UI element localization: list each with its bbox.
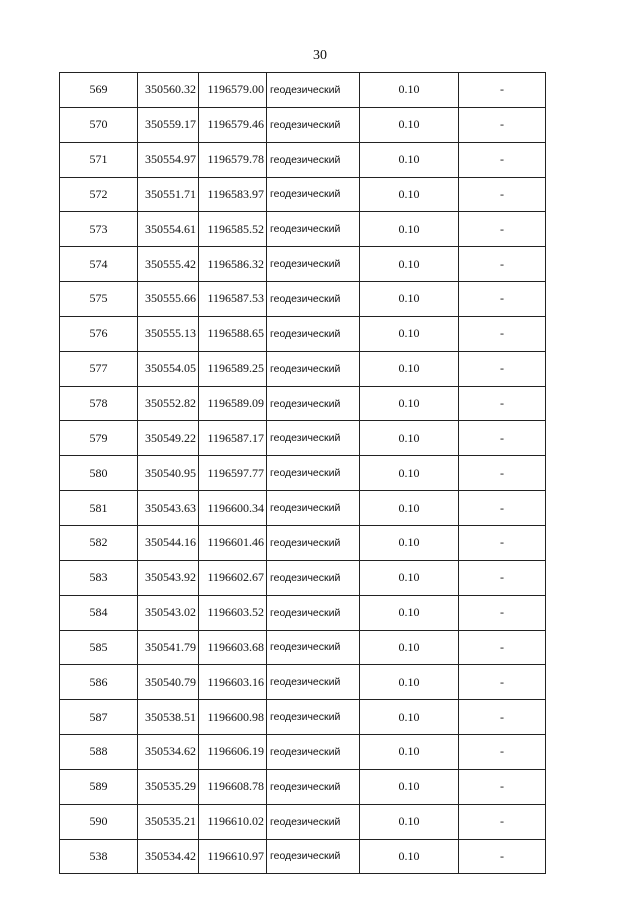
method-cell: геодезический: [267, 700, 360, 735]
table-row: [60, 839, 546, 874]
point-number-cell: 575: [60, 282, 138, 317]
y-coordinate-cell: 1196603.68: [199, 630, 267, 665]
coordinates-table-body: [60, 73, 546, 874]
x-coordinate-cell: 350544.16: [138, 525, 199, 560]
x-coordinate-cell: 350540.95: [138, 456, 199, 491]
x-coordinate-cell: 350541.79: [138, 630, 199, 665]
x-coordinate-cell: 350554.05: [138, 351, 199, 386]
x-coordinate-cell: 350554.97: [138, 142, 199, 177]
note-cell: -: [459, 177, 546, 212]
coordinates-table: [59, 72, 546, 874]
accuracy-cell: 0.10: [360, 839, 459, 874]
y-coordinate-cell: 1196587.17: [199, 421, 267, 456]
note-cell: -: [459, 142, 546, 177]
point-number-cell: 570: [60, 107, 138, 142]
table-row: [60, 665, 546, 700]
table-row: [60, 177, 546, 212]
method-cell: геодезический: [267, 73, 360, 108]
note-cell: -: [459, 456, 546, 491]
method-cell: геодезический: [267, 630, 360, 665]
note-cell: -: [459, 804, 546, 839]
y-coordinate-cell: 1196610.02: [199, 804, 267, 839]
accuracy-cell: 0.10: [360, 735, 459, 770]
method-cell: геодезический: [267, 839, 360, 874]
method-cell: геодезический: [267, 456, 360, 491]
note-cell: -: [459, 491, 546, 526]
table-row: [60, 804, 546, 839]
note-cell: -: [459, 316, 546, 351]
x-coordinate-cell: 350552.82: [138, 386, 199, 421]
method-cell: геодезический: [267, 282, 360, 317]
y-coordinate-cell: 1196583.97: [199, 177, 267, 212]
method-cell: геодезический: [267, 560, 360, 595]
point-number-cell: 571: [60, 142, 138, 177]
point-number-cell: 573: [60, 212, 138, 247]
method-cell: геодезический: [267, 665, 360, 700]
method-cell: геодезический: [267, 316, 360, 351]
table-row: [60, 316, 546, 351]
table-row: [60, 282, 546, 317]
accuracy-cell: 0.10: [360, 456, 459, 491]
method-cell: геодезический: [267, 212, 360, 247]
y-coordinate-cell: 1196589.09: [199, 386, 267, 421]
note-cell: -: [459, 560, 546, 595]
y-coordinate-cell: 1196585.52: [199, 212, 267, 247]
note-cell: -: [459, 107, 546, 142]
note-cell: -: [459, 247, 546, 282]
point-number-cell: 580: [60, 456, 138, 491]
table-row: [60, 107, 546, 142]
y-coordinate-cell: 1196603.16: [199, 665, 267, 700]
table-row: [60, 212, 546, 247]
x-coordinate-cell: 350534.42: [138, 839, 199, 874]
x-coordinate-cell: 350543.63: [138, 491, 199, 526]
method-cell: геодезический: [267, 177, 360, 212]
x-coordinate-cell: 350543.92: [138, 560, 199, 595]
table-row: [60, 456, 546, 491]
accuracy-cell: 0.10: [360, 700, 459, 735]
table-row: [60, 630, 546, 665]
x-coordinate-cell: 350555.13: [138, 316, 199, 351]
accuracy-cell: 0.10: [360, 386, 459, 421]
point-number-cell: 589: [60, 769, 138, 804]
table-row: [60, 735, 546, 770]
table-row: [60, 491, 546, 526]
accuracy-cell: 0.10: [360, 769, 459, 804]
accuracy-cell: 0.10: [360, 282, 459, 317]
point-number-cell: 574: [60, 247, 138, 282]
accuracy-cell: 0.10: [360, 665, 459, 700]
accuracy-cell: 0.10: [360, 316, 459, 351]
x-coordinate-cell: 350559.17: [138, 107, 199, 142]
x-coordinate-cell: 350543.02: [138, 595, 199, 630]
method-cell: геодезический: [267, 247, 360, 282]
accuracy-cell: 0.10: [360, 247, 459, 282]
method-cell: геодезический: [267, 351, 360, 386]
point-number-cell: 588: [60, 735, 138, 770]
method-cell: геодезический: [267, 142, 360, 177]
table-row: [60, 595, 546, 630]
x-coordinate-cell: 350560.32: [138, 73, 199, 108]
note-cell: -: [459, 839, 546, 874]
note-cell: -: [459, 282, 546, 317]
point-number-cell: 590: [60, 804, 138, 839]
table-row: [60, 386, 546, 421]
y-coordinate-cell: 1196608.78: [199, 769, 267, 804]
point-number-cell: 578: [60, 386, 138, 421]
point-number-cell: 569: [60, 73, 138, 108]
x-coordinate-cell: 350538.51: [138, 700, 199, 735]
accuracy-cell: 0.10: [360, 212, 459, 247]
table-row: [60, 247, 546, 282]
point-number-cell: 577: [60, 351, 138, 386]
method-cell: геодезический: [267, 735, 360, 770]
note-cell: -: [459, 421, 546, 456]
x-coordinate-cell: 350555.42: [138, 247, 199, 282]
point-number-cell: 581: [60, 491, 138, 526]
accuracy-cell: 0.10: [360, 630, 459, 665]
note-cell: -: [459, 525, 546, 560]
table-row: [60, 351, 546, 386]
y-coordinate-cell: 1196586.32: [199, 247, 267, 282]
accuracy-cell: 0.10: [360, 351, 459, 386]
point-number-cell: 579: [60, 421, 138, 456]
point-number-cell: 583: [60, 560, 138, 595]
note-cell: -: [459, 700, 546, 735]
accuracy-cell: 0.10: [360, 73, 459, 108]
accuracy-cell: 0.10: [360, 142, 459, 177]
y-coordinate-cell: 1196603.52: [199, 595, 267, 630]
method-cell: геодезический: [267, 491, 360, 526]
x-coordinate-cell: 350534.62: [138, 735, 199, 770]
y-coordinate-cell: 1196579.46: [199, 107, 267, 142]
y-coordinate-cell: 1196601.46: [199, 525, 267, 560]
x-coordinate-cell: 350535.21: [138, 804, 199, 839]
table-row: [60, 700, 546, 735]
y-coordinate-cell: 1196610.97: [199, 839, 267, 874]
method-cell: геодезический: [267, 769, 360, 804]
method-cell: геодезический: [267, 595, 360, 630]
y-coordinate-cell: 1196606.19: [199, 735, 267, 770]
note-cell: -: [459, 595, 546, 630]
point-number-cell: 538: [60, 839, 138, 874]
note-cell: -: [459, 630, 546, 665]
y-coordinate-cell: 1196579.00: [199, 73, 267, 108]
point-number-cell: 576: [60, 316, 138, 351]
note-cell: -: [459, 212, 546, 247]
accuracy-cell: 0.10: [360, 491, 459, 526]
y-coordinate-cell: 1196600.98: [199, 700, 267, 735]
accuracy-cell: 0.10: [360, 525, 459, 560]
x-coordinate-cell: 350549.22: [138, 421, 199, 456]
note-cell: -: [459, 665, 546, 700]
x-coordinate-cell: 350535.29: [138, 769, 199, 804]
point-number-cell: 582: [60, 525, 138, 560]
table-row: [60, 560, 546, 595]
table-row: [60, 142, 546, 177]
point-number-cell: 585: [60, 630, 138, 665]
point-number-cell: 584: [60, 595, 138, 630]
accuracy-cell: 0.10: [360, 421, 459, 456]
y-coordinate-cell: 1196579.78: [199, 142, 267, 177]
method-cell: геодезический: [267, 421, 360, 456]
note-cell: -: [459, 386, 546, 421]
point-number-cell: 572: [60, 177, 138, 212]
x-coordinate-cell: 350551.71: [138, 177, 199, 212]
method-cell: геодезический: [267, 386, 360, 421]
x-coordinate-cell: 350555.66: [138, 282, 199, 317]
x-coordinate-cell: 350540.79: [138, 665, 199, 700]
x-coordinate-cell: 350554.61: [138, 212, 199, 247]
point-number-cell: 587: [60, 700, 138, 735]
table-row: [60, 421, 546, 456]
y-coordinate-cell: 1196597.77: [199, 456, 267, 491]
note-cell: -: [459, 351, 546, 386]
y-coordinate-cell: 1196587.53: [199, 282, 267, 317]
y-coordinate-cell: 1196600.34: [199, 491, 267, 526]
table-row: [60, 769, 546, 804]
method-cell: геодезический: [267, 804, 360, 839]
accuracy-cell: 0.10: [360, 595, 459, 630]
note-cell: -: [459, 769, 546, 804]
method-cell: геодезический: [267, 107, 360, 142]
note-cell: -: [459, 735, 546, 770]
y-coordinate-cell: 1196602.67: [199, 560, 267, 595]
accuracy-cell: 0.10: [360, 107, 459, 142]
table-row: [60, 525, 546, 560]
note-cell: -: [459, 73, 546, 108]
y-coordinate-cell: 1196588.65: [199, 316, 267, 351]
page-number: 30: [313, 48, 327, 63]
accuracy-cell: 0.10: [360, 804, 459, 839]
method-cell: геодезический: [267, 525, 360, 560]
point-number-cell: 586: [60, 665, 138, 700]
y-coordinate-cell: 1196589.25: [199, 351, 267, 386]
accuracy-cell: 0.10: [360, 177, 459, 212]
table-row: [60, 73, 546, 108]
accuracy-cell: 0.10: [360, 560, 459, 595]
